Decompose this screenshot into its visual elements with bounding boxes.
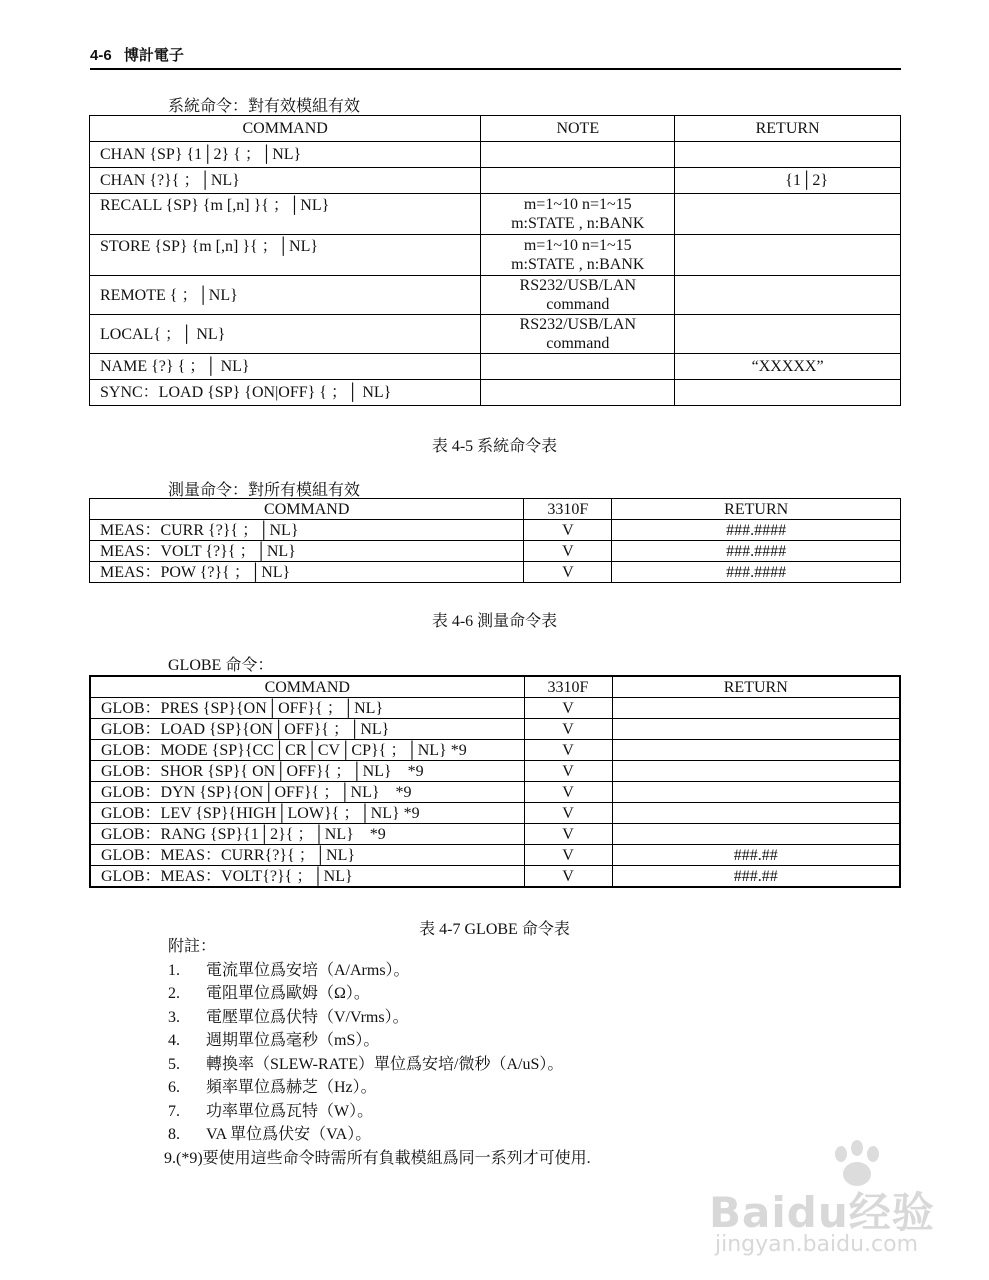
note-item [168, 1029, 591, 1053]
return-cell: “XXXXX” [675, 354, 901, 380]
note-number: 2. [168, 985, 180, 1002]
return-cell [612, 803, 900, 824]
table-row [90, 740, 900, 761]
note-cell: RS232/USB/LAN command [481, 315, 675, 354]
return-cell: ###.#### [612, 541, 901, 562]
note-text: 電壓單位爲伏特（V/Vrms）。 [206, 1008, 409, 1026]
command-cell: REMOTE { ；│NL} [90, 276, 481, 315]
table-caption-4-7: 表 4-7 GLOBE 命令表 [419, 921, 570, 938]
return-cell: ###.## [612, 866, 900, 888]
table-row [90, 142, 901, 168]
return-cell [612, 782, 900, 803]
system-commands-table [89, 115, 901, 406]
note-text: VA 單位爲伏安（VA）。 [206, 1126, 372, 1143]
return-cell [612, 740, 900, 761]
table-row [90, 235, 901, 276]
table-row [90, 845, 900, 866]
note-number: 1. [168, 961, 180, 979]
command-cell: NAME {?} { ；│ NL} [90, 354, 481, 380]
command-cell: LOCAL{ ；│ NL} [90, 315, 481, 354]
model-cell: V [524, 719, 612, 740]
model-cell: V [524, 520, 612, 541]
note-number: 8. [168, 1126, 180, 1143]
return-cell [675, 276, 901, 315]
note-text: 轉換率（SLEW-RATE）單位爲安培/微秒（A/uS）。 [206, 1055, 564, 1073]
globe-commands-title: GLOBE 命令： [168, 657, 274, 674]
globe-commands-table [89, 675, 901, 888]
measure-commands-title: 測量命令：對所有模組有效 [168, 482, 361, 499]
footnote-9: 9.(*9)要使用這些命令時需所有負載模組爲同一系列才可使用. [164, 1149, 591, 1167]
return-cell [675, 380, 901, 406]
table-header-row [90, 676, 900, 698]
return-cell: ###.#### [612, 520, 901, 541]
command-cell: STORE {SP} {m [,n] }{ ；│NL} [90, 235, 481, 276]
table-header-row [90, 116, 901, 142]
table-row [90, 761, 900, 782]
note-text: 電阻單位爲歐姆（Ω）。 [206, 985, 370, 1002]
return-cell [675, 315, 901, 354]
return-cell [612, 761, 900, 782]
note-cell: m=1~10 n=1~15 m:STATE , n:BANK [481, 194, 675, 235]
model-cell: V [524, 866, 612, 888]
table-row [90, 380, 901, 406]
system-commands-title: 系統命令：對有效模組有效 [168, 98, 361, 115]
page-number: 4-6 [90, 47, 112, 64]
col-return: RETURN [612, 499, 901, 520]
note-cell [481, 354, 675, 380]
model-cell: V [524, 824, 612, 845]
note-cell: m=1~10 n=1~15 m:STATE , n:BANK [481, 235, 675, 276]
note-cell: RS232/USB/LAN command [481, 276, 675, 315]
return-cell [612, 719, 900, 740]
note-cell [481, 168, 675, 194]
table-row [90, 541, 901, 562]
col-return: RETURN [675, 116, 901, 142]
note-text: 電流單位爲安培（A/Arms）。 [206, 961, 410, 979]
return-cell [675, 142, 901, 168]
table-row [90, 354, 901, 380]
model-cell: V [524, 782, 612, 803]
page-header [90, 44, 901, 70]
note-item [168, 1123, 591, 1147]
command-cell: GLOB：MEAS：VOLT{?}{ ；│NL} [90, 866, 524, 888]
command-cell: CHAN {SP} {1│2} { ；│NL} [90, 142, 481, 168]
command-cell: MEAS：POW {?}{ ；│NL} [90, 562, 524, 583]
note-item [168, 1053, 591, 1077]
table-row [90, 315, 901, 354]
table-row [90, 168, 901, 194]
notes-section [164, 935, 591, 1170]
command-cell: GLOB：PRES {SP}{ON│OFF}{ ；│NL} [90, 698, 524, 719]
model-cell: V [524, 761, 612, 782]
table-caption-4-6: 表 4-6 測量命令表 [431, 613, 558, 630]
model-cell: V [524, 845, 612, 866]
note-item [168, 1006, 591, 1030]
table-row [90, 782, 900, 803]
command-cell: GLOB：LEV {SP}{HIGH│LOW}{ ；│NL} *9 [90, 803, 524, 824]
model-cell: V [524, 562, 612, 583]
notes-heading: 附註： [168, 938, 217, 955]
measure-commands-table [89, 498, 901, 583]
table-row [90, 276, 901, 315]
table-row [90, 698, 900, 719]
note-number: 4. [168, 1032, 180, 1049]
note-item [168, 1076, 591, 1100]
return-cell [675, 235, 901, 276]
note-text: 功率單位爲瓦特（W）。 [206, 1102, 374, 1120]
model-cell: V [524, 740, 612, 761]
col-model: 3310F [524, 499, 612, 520]
watermark-site: jingyan.baidu.com [715, 1232, 919, 1257]
table-caption-4-5: 表 4-5 系統命令表 [431, 438, 558, 455]
table-row [90, 719, 900, 740]
command-cell: GLOB：DYN {SP}{ON│OFF}{ ；│NL} *9 [90, 782, 524, 803]
table-row [90, 562, 901, 583]
col-command: COMMAND [90, 676, 524, 698]
return-cell [675, 194, 901, 235]
note-cell [481, 142, 675, 168]
return-cell: {1│2} [675, 168, 901, 194]
col-command: COMMAND [90, 116, 481, 142]
command-cell: MEAS：CURR {?}{ ；│NL} [90, 520, 524, 541]
table-row [90, 194, 901, 235]
note-text: 頻率單位爲赫芝（Hz）。 [206, 1079, 377, 1096]
note-number: 3. [168, 1008, 180, 1026]
watermark-brand: Baidu经验 [709, 1188, 935, 1237]
company-name: 博計電子 [123, 47, 184, 64]
note-text: 週期單位爲毫秒（mS）。 [206, 1032, 380, 1049]
note-number: 6. [168, 1079, 180, 1096]
baidu-watermark [709, 1140, 959, 1260]
col-return: RETURN [612, 676, 900, 698]
command-cell: GLOB：MEAS：CURR{?}{ ；│NL} [90, 845, 524, 866]
col-model: 3310F [524, 676, 612, 698]
command-cell: GLOB：LOAD {SP}{ON│OFF}{ ；│NL} [90, 719, 524, 740]
model-cell: V [524, 541, 612, 562]
note-item [168, 1100, 591, 1124]
command-cell: CHAN {?}{ ；│NL} [90, 168, 481, 194]
command-cell: GLOB：SHOR {SP}{ ON│OFF}{ ；│NL} *9 [90, 761, 524, 782]
table-header-row [90, 499, 901, 520]
col-command: COMMAND [90, 499, 524, 520]
model-cell: V [524, 698, 612, 719]
return-cell: ###.## [612, 845, 900, 866]
note-item [168, 959, 591, 983]
table-row [90, 803, 900, 824]
return-cell [612, 698, 900, 719]
table-row [90, 824, 900, 845]
note-item [168, 982, 591, 1006]
command-cell: RECALL {SP} {m [,n] }{ ；│NL} [90, 194, 481, 235]
note-number: 7. [168, 1102, 180, 1120]
return-cell: ###.#### [612, 562, 901, 583]
note-number: 5. [168, 1055, 180, 1073]
note-cell [481, 380, 675, 406]
return-cell [612, 824, 900, 845]
command-cell: GLOB：RANG {SP}{1│2}{ ；│NL} *9 [90, 824, 524, 845]
table-row [90, 520, 901, 541]
model-cell: V [524, 803, 612, 824]
command-cell: SYNC：LOAD {SP} {ON|OFF} { ；│ NL} [90, 380, 481, 406]
col-note: NOTE [481, 116, 675, 142]
command-cell: GLOB：MODE {SP}{CC│CR│CV│CP}{ ；│NL} *9 [90, 740, 524, 761]
command-cell: MEAS：VOLT {?}{ ；│NL} [90, 541, 524, 562]
table-row [90, 866, 900, 888]
